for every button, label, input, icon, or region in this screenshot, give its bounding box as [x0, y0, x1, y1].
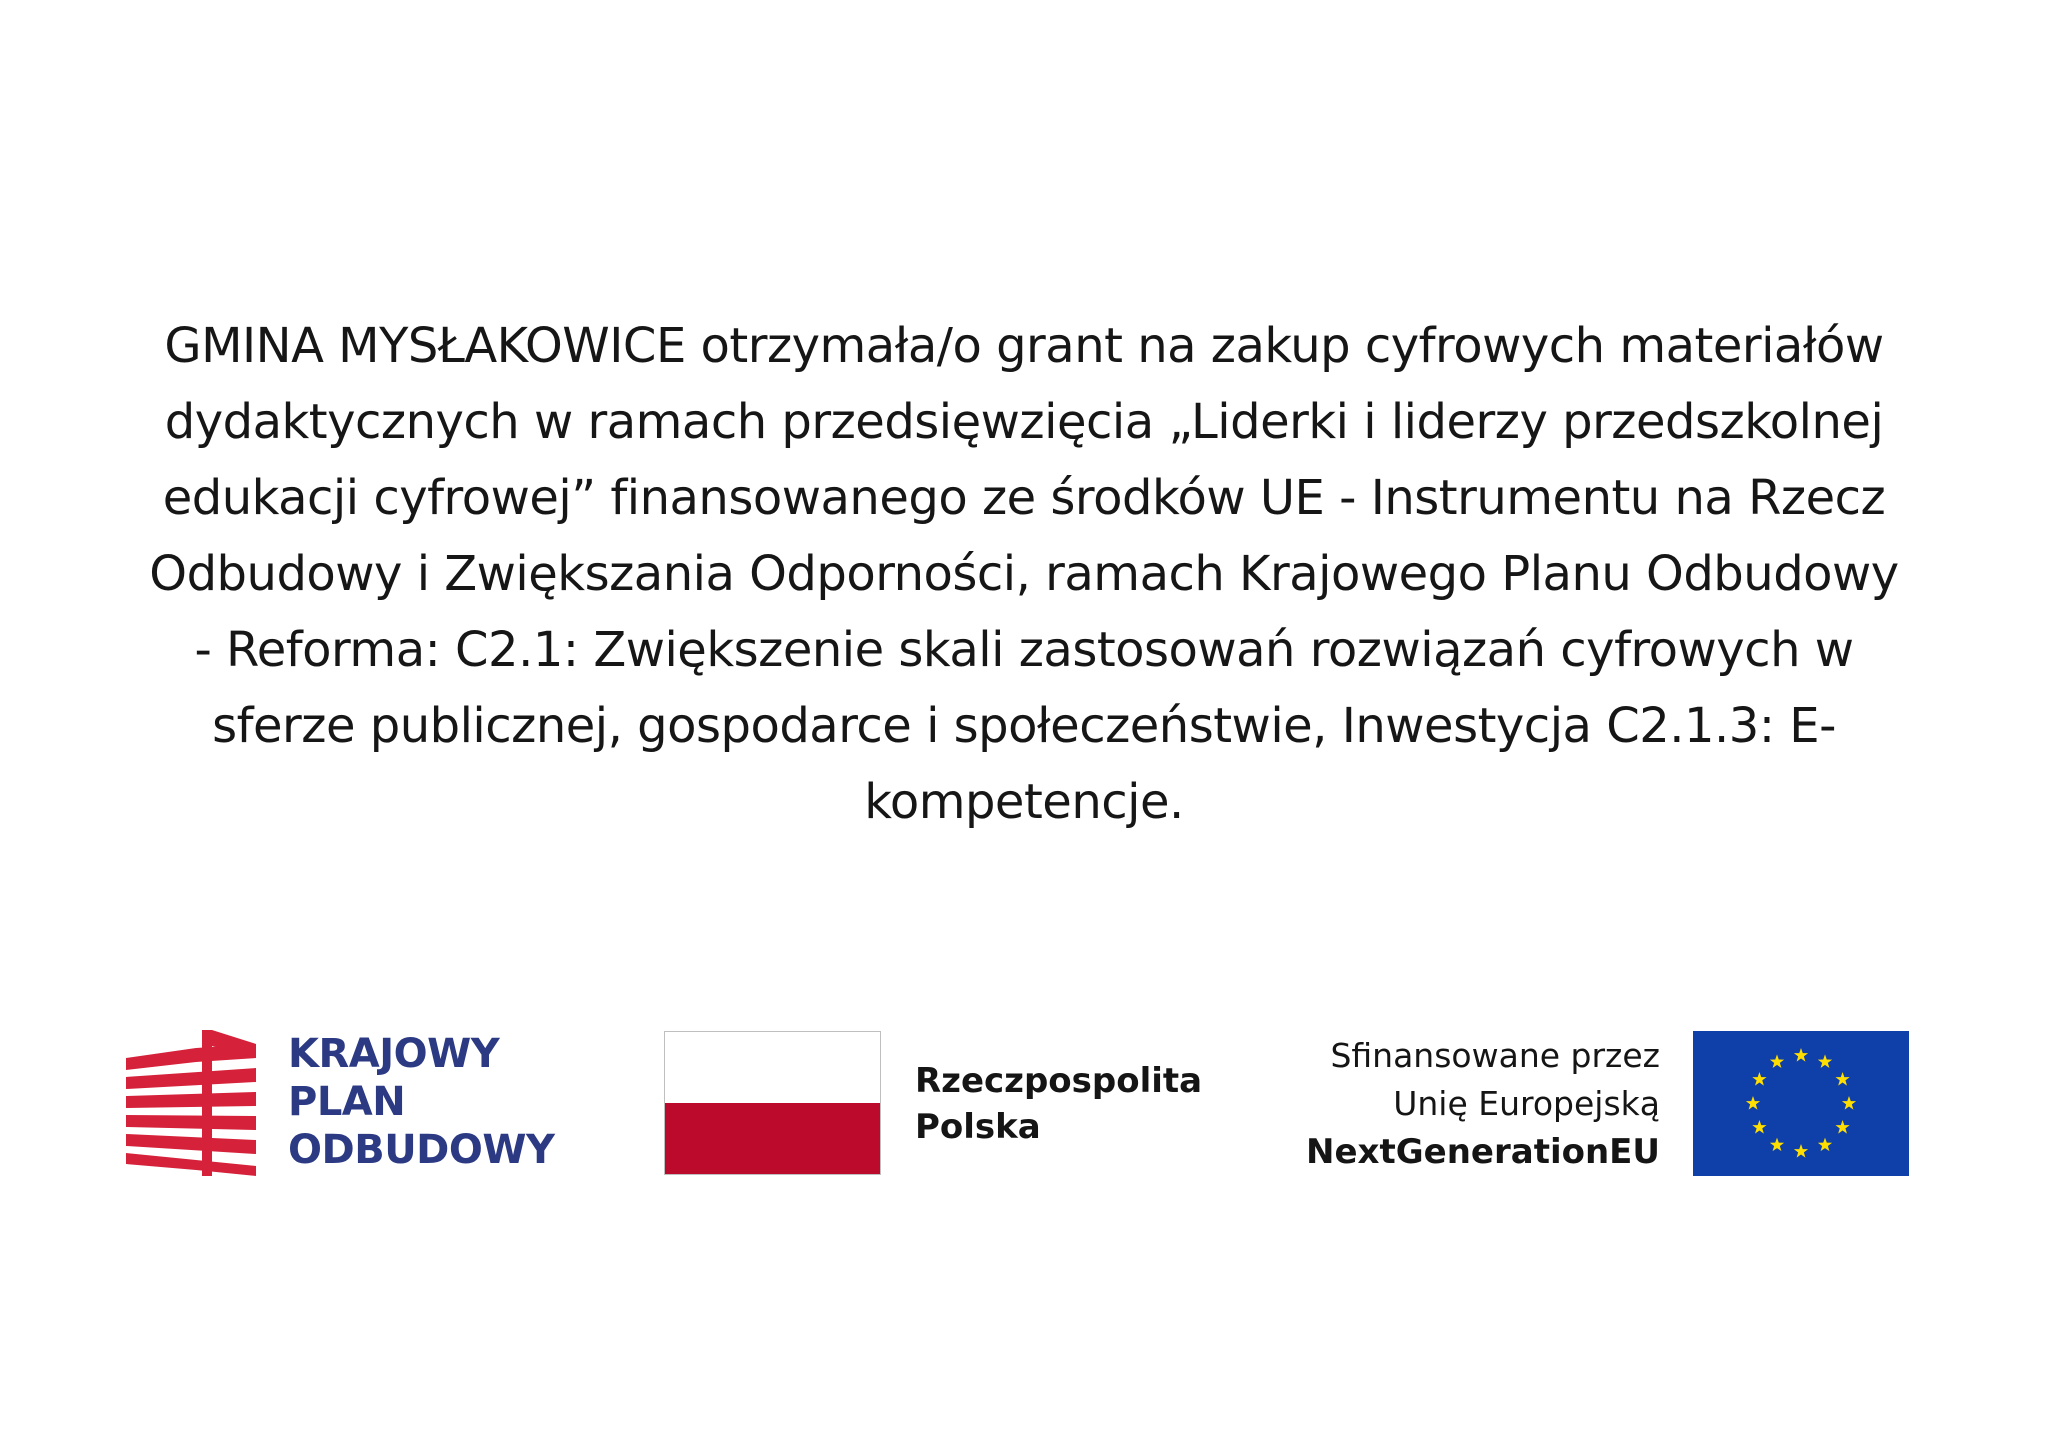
kpo-logo-line: ODBUDOWY	[288, 1127, 555, 1173]
announcement-line: - Reforma: C2.1: Zwiększenie skali zastosowań rozwiązań cyfrowych w	[194, 622, 1854, 678]
eu-funding-line: Unię Europejską	[1393, 1084, 1660, 1123]
grant-announcement	[80, 308, 1968, 840]
flag-red-stripe	[665, 1103, 880, 1174]
announcement-line: sferze publicznej, gospodarce i społeczeństwie, Inwestycja C2.1.3: E-	[212, 698, 1836, 754]
flag-white-stripe	[665, 1032, 880, 1103]
eu-funding-text	[1306, 1032, 1660, 1176]
pl-logo-line: Rzeczpospolita	[915, 1061, 1203, 1101]
polish-flag	[664, 1031, 881, 1175]
announcement-line: dydaktycznych w ramach przedsięwzięcia „Liderki i liderzy przedszkolnej	[164, 394, 1884, 450]
eu-flag	[1693, 1031, 1909, 1176]
announcement-line: GMINA MYSŁAKOWICE otrzymała/o grant na zakup cyfrowych materiałów	[164, 318, 1884, 374]
logo-bar	[0, 1030, 2048, 1180]
kpo-logo-line: KRAJOWY	[288, 1031, 500, 1077]
eu-funding-line: Sfinansowane przez	[1330, 1036, 1660, 1075]
announcement-line: edukacji cyfrowej” finansowanego ze środków UE - Instrumentu na Rzecz	[162, 470, 1886, 526]
eu-funding-line: NextGenerationEU	[1306, 1132, 1660, 1172]
announcement-line: Odbudowy i Zwiększania Odporności, ramach Krajowego Planu Odbudowy	[149, 546, 1899, 602]
kpo-logo-text	[288, 1030, 554, 1174]
kpo-logo-line: PLAN	[288, 1079, 406, 1125]
announcement-line: kompetencje.	[864, 774, 1184, 830]
pl-logo-line: Polska	[915, 1107, 1041, 1147]
rzeczpospolita-polska-text	[915, 1058, 1202, 1150]
kpo-building-icon	[126, 1030, 256, 1176]
